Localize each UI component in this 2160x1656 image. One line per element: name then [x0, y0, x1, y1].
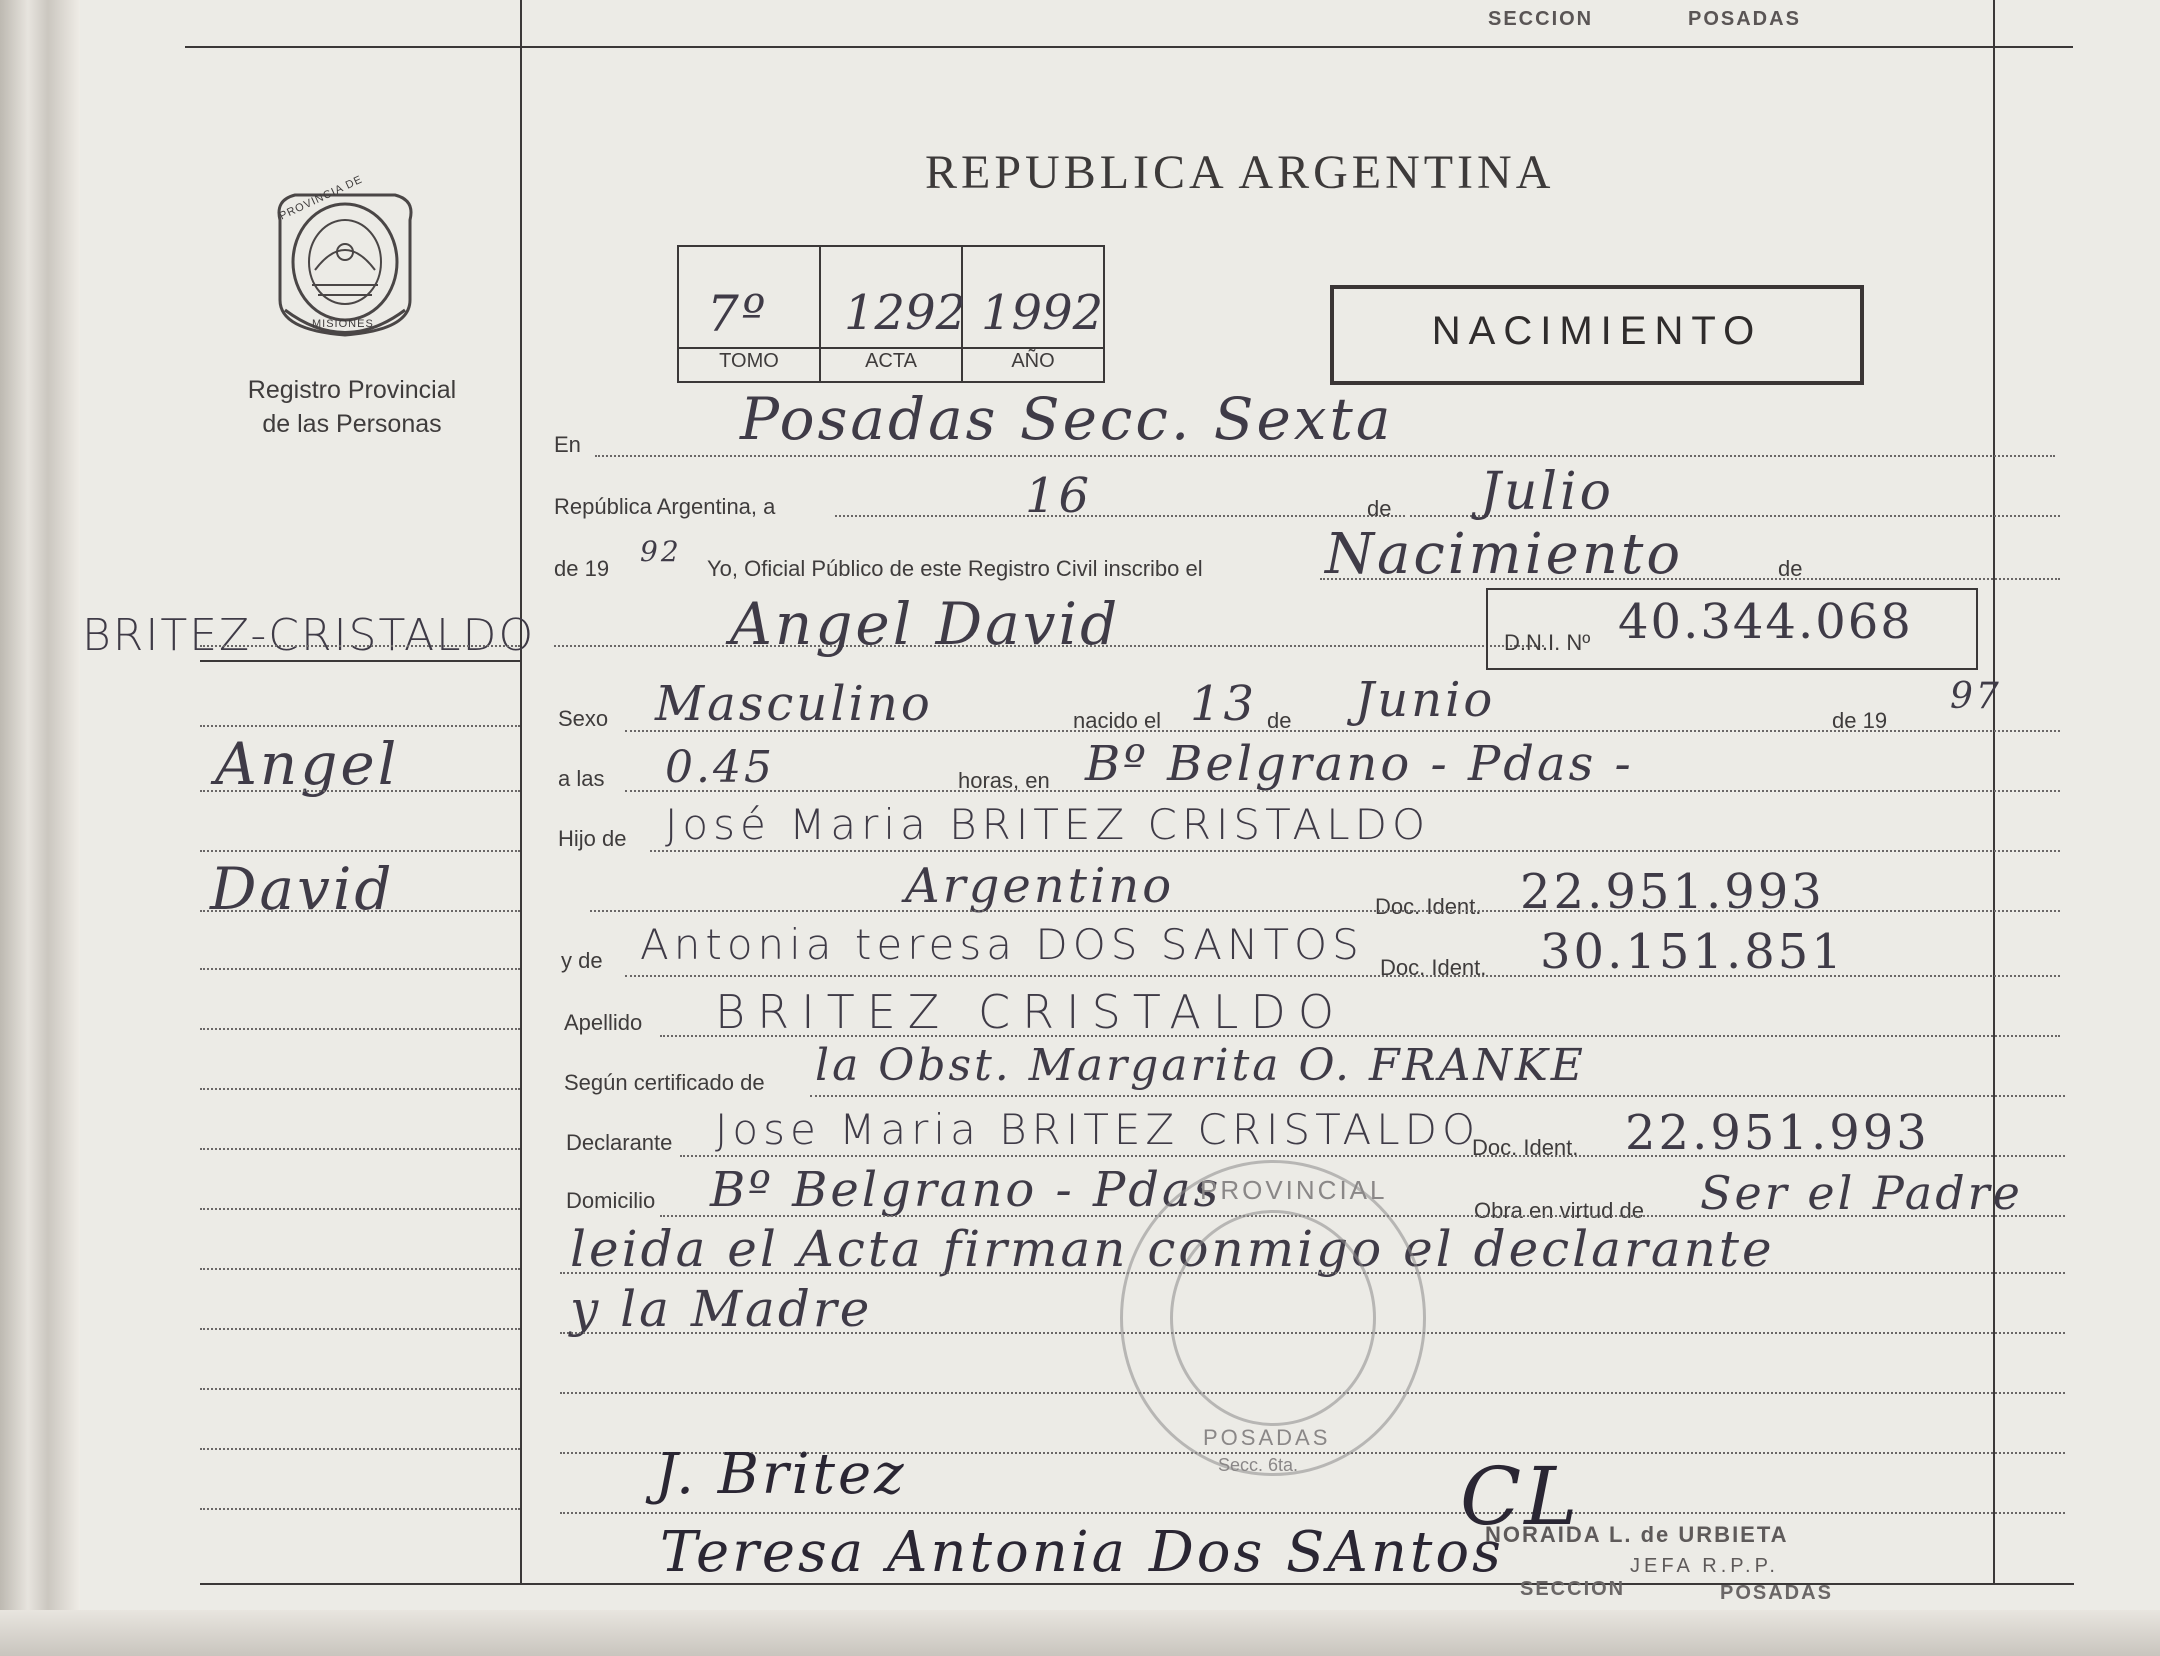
nota-line1: leida el Acta firman conmigo el declarante — [570, 1220, 1775, 1278]
sexo-value: Masculino — [655, 676, 933, 732]
madre-doc-label: Doc. Ident. — [1380, 955, 1487, 980]
apellido-label: Apellido — [564, 1010, 643, 1035]
padre-doc-value: 22.951.993 — [1520, 864, 1825, 920]
doc-type-box — [1330, 285, 1864, 385]
seal-ring-text: PROVINCIAL — [1200, 1175, 1388, 1205]
month-value: Julio — [1480, 462, 1614, 522]
yde-label: y de — [561, 948, 603, 973]
apellido-value: BRITEZ CRISTALDO — [715, 985, 1347, 1039]
madre-value: Antonia teresa DOS SANTOS — [640, 920, 1364, 969]
year-suffix-value: 92 — [640, 535, 682, 568]
day-value: 16 — [1025, 468, 1093, 524]
declarante-label: Declarante — [566, 1130, 673, 1155]
official-title: JEFA R.P.P. — [1630, 1555, 1779, 1577]
nacido-day-value: 13 — [1190, 676, 1258, 732]
domicilio-value: Bº Belgrano - Pdas — [710, 1162, 1222, 1218]
hijo-label: Hijo de — [558, 826, 627, 851]
de-after-label: de — [1778, 556, 1803, 581]
de-label: de — [1367, 496, 1392, 521]
declarante-doc-value: 22.951.993 — [1625, 1105, 1930, 1161]
signature-mother: Teresa Antonia Dos SAntos — [660, 1520, 1504, 1585]
seal-city: POSADAS — [1203, 1425, 1331, 1450]
tomo-value: 7º — [707, 285, 769, 343]
emblem-bottom-text: MISIONES — [312, 318, 374, 330]
margin-divider — [520, 0, 522, 1585]
bottom-stamp-posadas: POSADAS — [1720, 1582, 1833, 1604]
right-border — [1993, 0, 1995, 1585]
dni-box — [1486, 588, 1978, 670]
margin-given2: David — [210, 855, 395, 923]
inscribo-value: Nacimiento — [1325, 522, 1684, 587]
lugar-value: Bº Belgrano - Pdas - — [1085, 736, 1634, 792]
signature-father: J. Britez — [655, 1442, 907, 1507]
certificado-label: Según certificado de — [564, 1070, 765, 1095]
en-value: Posadas Secc. Sexta — [740, 385, 1394, 453]
nacionalidad-value: Argentino — [905, 858, 1175, 914]
declarante-value: Jose Maria BRITEZ CRISTALDO — [715, 1105, 1481, 1154]
en-label: En — [554, 432, 581, 457]
nacido-de-label: de — [1267, 708, 1292, 733]
republica-label: República Argentina, a — [554, 494, 776, 519]
doc-type: NACIMIENTO — [1431, 309, 1763, 353]
tomo-label: TOMO — [719, 350, 779, 372]
nacido-month-value: Junio — [1355, 672, 1496, 728]
padre-doc-label: Doc. Ident. — [1375, 894, 1482, 919]
alas-label: a las — [558, 766, 605, 791]
birth-certificate-page — [80, 0, 2160, 1610]
margin-surname: BRITEZ-CRISTALDO — [82, 610, 536, 661]
registry-name-line1: Registro Provincial — [247, 376, 457, 404]
emblem-top-text: PROVINCIA DE — [277, 173, 365, 223]
de19-label: de 19 — [554, 556, 610, 581]
top-rule — [185, 46, 2073, 48]
bottom-stamp-seccion: SECCION — [1520, 1578, 1626, 1600]
de19b-label: de 19 — [1832, 708, 1888, 733]
record-box — [677, 245, 1105, 383]
sexo-label: Sexo — [558, 706, 609, 731]
dni-value: 40.344.068 — [1618, 594, 1913, 650]
obra-label: Obra en virtud de — [1474, 1198, 1644, 1223]
official-signature: CL — [1460, 1450, 1581, 1543]
certificado-value: la Obst. Margarita O. FRANKE — [815, 1040, 1586, 1091]
page-title: REPUBLICA ARGENTINA — [925, 146, 1555, 199]
seal-section: Secc. 6ta. — [1218, 1455, 1299, 1475]
top-stamp-posadas: POSADAS — [1688, 8, 1801, 30]
padre-value: José Maria BRITEZ CRISTALDO — [665, 800, 1431, 849]
hora-value: 0.45 — [665, 742, 775, 793]
top-stamp-seccion: SECCION — [1488, 8, 1594, 30]
madre-doc-value: 30.151.851 — [1540, 924, 1845, 980]
horas-label: horas, en — [958, 768, 1050, 793]
binder-edge — [0, 0, 80, 1656]
registry-name-line2: de las Personas — [262, 410, 442, 438]
page-bottom-edge — [0, 1610, 2160, 1656]
nombre-value: Angel David — [730, 590, 1121, 658]
domicilio-label: Domicilio — [566, 1188, 656, 1213]
dni-label: D.N.I. Nº — [1504, 630, 1591, 655]
margin-given1: Angel — [215, 730, 400, 798]
yo-text: Yo, Oficial Público de este Registro Civil inscribo el — [707, 556, 1203, 581]
nota-line2: y la Madre — [570, 1280, 873, 1338]
nacido-year-value: 97 — [1950, 676, 2002, 717]
anio-value: 1992 — [981, 285, 1104, 341]
acta-value: 1292 — [844, 285, 967, 341]
acta-label: ACTA — [865, 350, 917, 372]
anio-label: AÑO — [1011, 350, 1055, 372]
nacido-label: nacido el — [1073, 708, 1162, 733]
obra-value: Ser el Padre — [1700, 1166, 2023, 1220]
declarante-doc-label: Doc. Ident. — [1472, 1135, 1579, 1160]
official-name: NORAIDA L. de URBIETA — [1485, 1522, 1789, 1547]
